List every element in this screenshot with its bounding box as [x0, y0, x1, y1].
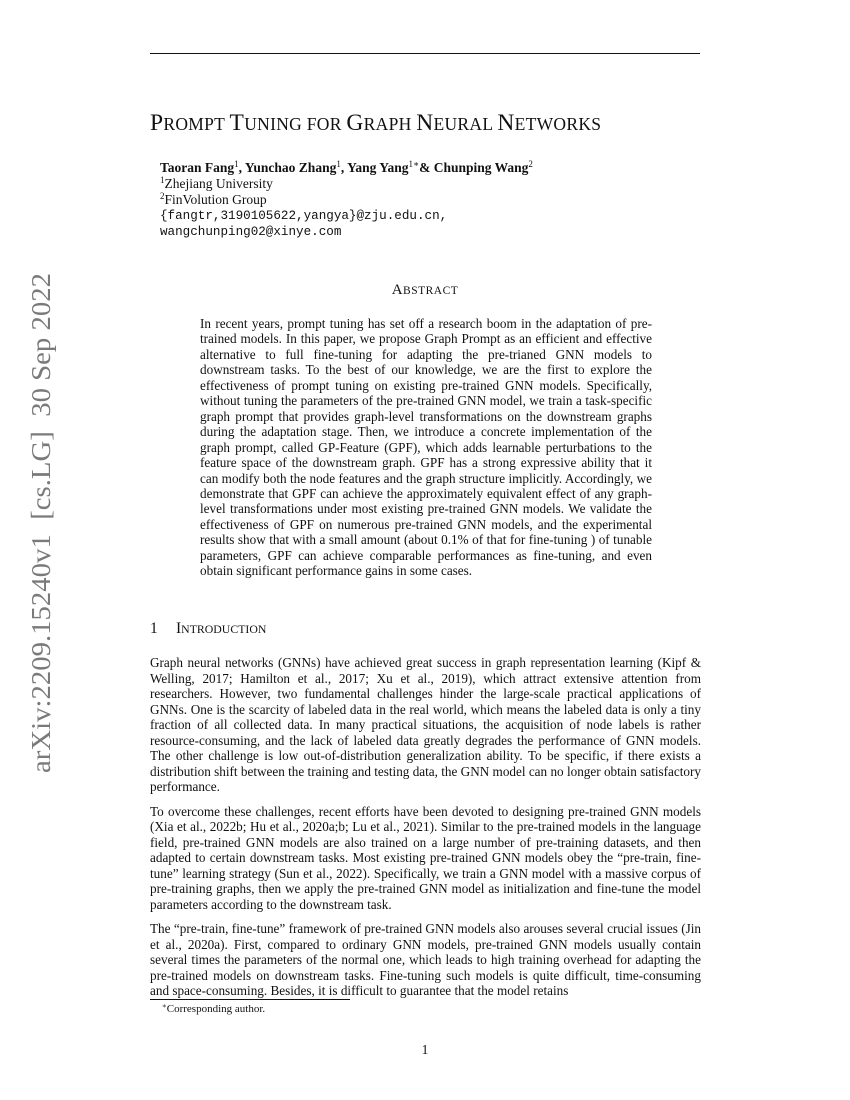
author-email-1: {fangtr,3190105622,yangya}@zju.edu.cn, — [160, 209, 448, 223]
paragraph: Graph neural networks (GNNs) have achieved great success in graph representation learning (Kipf & Welling, 2017; Hamilton et al., 2017; Xu et al., 2019), which attract extensive attention from researchers. However, two fundamental challenges hinder the large-scale practical applications of GNNs. One is the scarcity of labeled data in the real world, which means the labeled data is only a tiny fraction of all collected data. In many practical situations, the acquisition of node labels is rather resource-consuming, and the lack of labeled data greatly degrades the performance of GNN models. The other challenge is low out-of-distribution generalization ability. To be specific, if there exists a distribution shift between the training and testing data, the GNN model can no longer obtain satisfactory performance. — [150, 655, 701, 794]
abstract-text: In recent years, prompt tuning has set off a research boom in the adaptation of pre-trained models. In this paper, we propose Graph Prompt as an efficient and effective alternative to full fine-tuning for adapting the pre-trianed GNN models to downstream tasks. To the best of our knowledge, we are the first to explore the effectiveness of prompt tuning on existing pre-trained GNN models. Specifically, without tuning the parameters of the pre-trained GNN model, we train a task-specific graph prompt that provides graph-level transformations on the downstream graphs during the adaptation stage. Then, we introduce a concrete implementation of the graph prompt, called GP-Feature (GPF), which adds learnable perturbations to the feature space of the downstream graph. GPF has a strong expressive ability that it can modify both the node features and the graph structure implicitly. Accordingly, we demonstrate that GPF can achieve the approximately equivalent effect of any graph-level transformations under most existing pre-trained GNN models. We validate the effectiveness of GPF on numerous pre-trained GNN models, and the experimental results show that with a small amount (about 0.1% of that for fine-tuning ) of tunable parameters, GPF can achieve comparable performances as fine-tuning, and even obtain significant performance gains in some cases. — [200, 316, 652, 579]
footnote-rule — [150, 999, 350, 1000]
arxiv-stamp-text: arXiv:2209.15240v1 [cs.LG] 30 Sep 2022 — [26, 303, 56, 773]
body-text — [150, 655, 701, 1008]
title-part: TUNING FOR — [229, 110, 347, 136]
top-rule — [150, 53, 700, 54]
author-block — [160, 160, 533, 240]
abstract-heading: ABSTRACT — [391, 282, 459, 298]
paragraph: The “pre-train, fine-tune” framework of pre-trained GNN models also arouses several crucial issues (Jin et al., 2020a). First, compared to ordinary GNN models, pre-trained GNN models usually contain several times the parameters of the normal one, which leads to high training overhead for adapting the pre-trained models on downstream tasks. Fine-tuning such models is quite difficult, time-consuming and space-consuming. Besides, it is difficult to guarantee that the model retains — [150, 921, 701, 998]
affiliation-1: $^1$Zhejiang University — [160, 175, 273, 191]
page-number: 1 — [421, 1042, 429, 1057]
paper-title — [150, 110, 750, 137]
title-part: GRAPH — [346, 110, 417, 136]
title-part: NETWORKS — [497, 110, 602, 136]
author-email-2: wangchunping02@xinye.com — [160, 225, 342, 239]
title-part: PROMPT — [150, 110, 230, 136]
arxiv-stamp — [20, 265, 60, 780]
affiliation-2: $^2$FinVolution Group — [160, 191, 267, 207]
section-number: 1 — [150, 620, 158, 637]
author-names: Taoran Fang$^1$, Yunchao Zhang$^1$, Yang Yang$^{1∗}$& Chunping Wang$^2$ — [160, 159, 533, 175]
title-part: NEURAL — [416, 110, 498, 136]
paragraph: To overcome these challenges, recent efforts have been devoted to designing pre-trained GNN models (Xia et al., 2022b; Hu et al., 2020a;b; Lu et al., 2021). Similar to the pre-trained models in the language field, pre-trained GNN models are also trained on a large number of pre-training datasets, and then adapted to certain downstream tasks. Most existing pre-trained GNN models obey the “pre-train, fine-tune” learning strategy (Sun et al., 2022). Specifically, we train a GNN model with a massive corpus of pre-training graphs, then we apply the pre-trained GNN model as initialization and fine-tune the model parameters according to the downstream task. — [150, 803, 701, 912]
section-heading: 1 INTRODUCTION — [150, 620, 267, 637]
footnote: ∗Corresponding author. — [162, 1002, 266, 1015]
